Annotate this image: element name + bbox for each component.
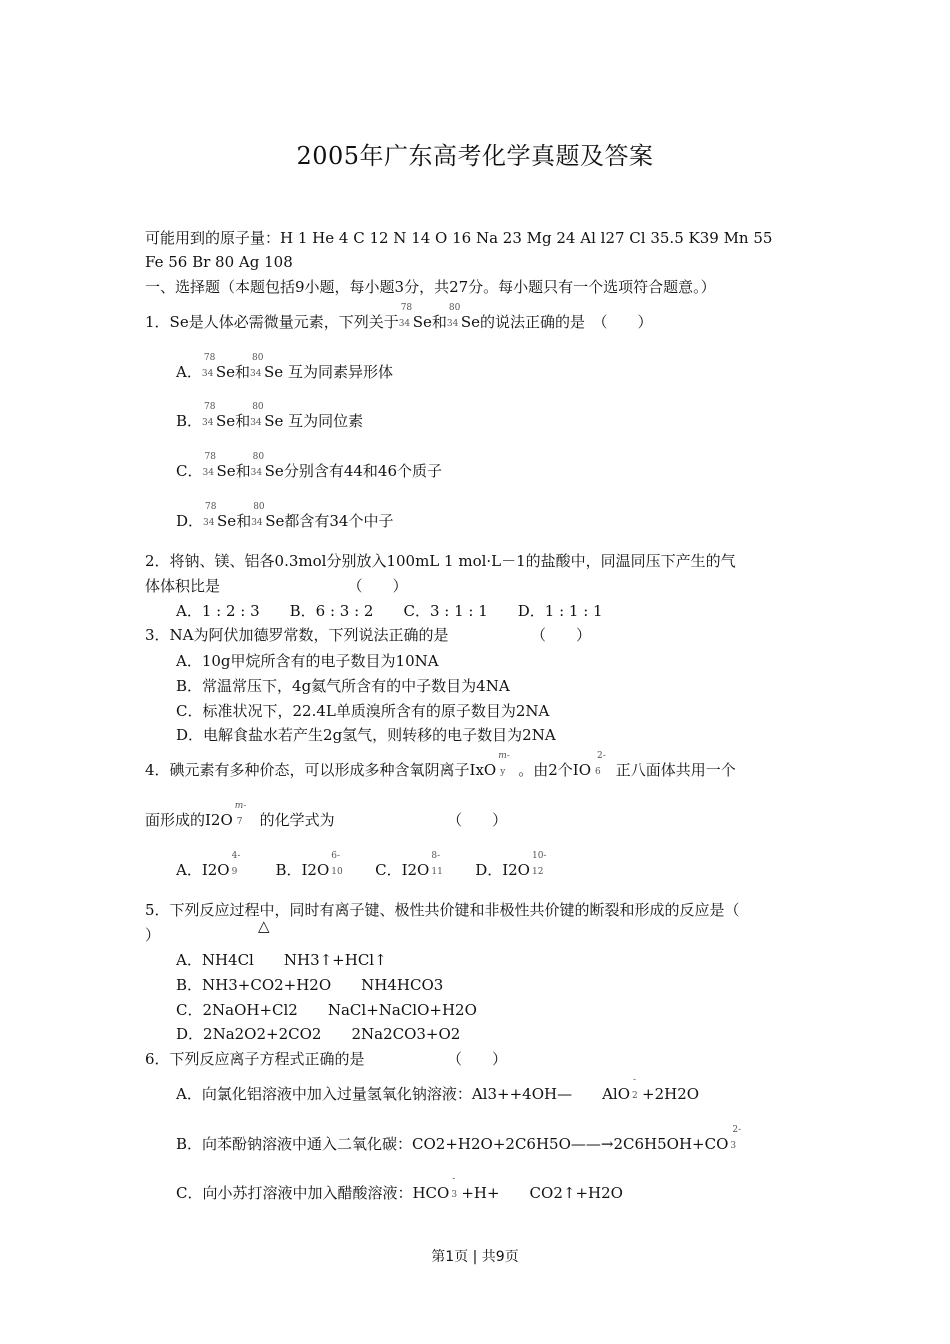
question-2-stem-line-1: 2．将钠、镁、铝各0.3mol分别放入100mL 1 mol·L－1的盐酸中，同温同压下产生的气 bbox=[145, 552, 736, 570]
question-4-option-b: B．I2O 6- 10 bbox=[275, 851, 343, 879]
question-1-option-b: B． 78 34 Se和 80 34 Se 互为同位素 bbox=[176, 402, 364, 430]
question-5-stem-line-1: 5．下列反应过程中，同时有离子键、极性共价键和非极性共价键的断裂和形成的反应是（ bbox=[145, 901, 740, 919]
question-3-option-a: A．10g甲烷所含有的电子数目为10NA bbox=[176, 652, 439, 670]
heat-triangle: △ bbox=[258, 917, 270, 935]
question-1-option-a: A． 78 34 Se和 80 34 Se 互为同素异形体 bbox=[176, 353, 393, 381]
question-4-options bbox=[176, 851, 552, 880]
question-6-stem: 6．下列反应离子方程式正确的是 （ ） bbox=[145, 1050, 508, 1068]
question-1-option-d: D． 78 34 Se和 80 34 Se都含有34个中子 bbox=[176, 502, 394, 530]
page-footer: 第1页 | 共9页 bbox=[431, 1249, 519, 1265]
question-2-stem-line-2: 体体积比是 （ ） bbox=[145, 577, 408, 595]
question-3-option-c: C．标准状况下，22.4L单质溴所含有的原子数目为2NA bbox=[176, 702, 550, 720]
question-4-option-c: C．I2O 8- 11 bbox=[375, 851, 443, 879]
question-4-option-a: A．I2O 4- 9 bbox=[176, 851, 241, 879]
question-5-option-a: A．NH4Cl NH3↑+HCl↑ bbox=[176, 951, 387, 969]
question-6-option-a: A．向氯化铝溶液中加入过量氢氧化钠溶液：Al3++4OH— AlO - 2 +2H2O bbox=[176, 1075, 700, 1103]
question-5-option-c: C．2NaOH+Cl2 NaCl+NaClO+H2O bbox=[176, 1001, 477, 1019]
section-heading: 一、选择题（本题包括9小题，每小题3分，共27分。每小题只有一个选项符合题意。） bbox=[145, 278, 716, 296]
question-1-stem: 1．Se是人体必需微量元素，下列关于 78 34 Se和 80 34 Se的说法正确的是 （ ） bbox=[145, 303, 653, 331]
question-4-stem-line-1: 4．碘元素有多种价态，可以形成多种含氧阴离子IxO m- y 。由2个IO 2- 6 正八面体共用一个 bbox=[145, 751, 736, 779]
question-5-option-b: B．NH3+CO2+H2O NH4HCO3 bbox=[176, 976, 444, 994]
question-5-option-d: D．2Na2O2+2CO2 2Na2CO3+O2 bbox=[176, 1025, 461, 1043]
question-2-options: A．1 : 2 : 3 B．6 : 3 : 2 C．3 : 1 : 1 D．1 : 1 : 1 bbox=[176, 602, 603, 620]
question-4-option-d: D．I2O 10- 12 bbox=[475, 851, 547, 879]
atomic-mass-line-1: 可能用到的原子量：H 1 He 4 C 12 N 14 O 16 Na 23 Mg 24 Al l27 Cl 35.5 K39 Mn 55 bbox=[145, 229, 773, 247]
question-1-option-c: C． 78 34 Se和 80 34 Se分别含有44和46个质子 bbox=[176, 452, 442, 480]
question-3-option-b: B．常温常压下，4g氦气所含有的中子数目为4NA bbox=[176, 677, 510, 695]
question-3-stem: 3．NA为阿伏加德罗常数，下列说法正确的是 （ ） bbox=[145, 626, 592, 644]
question-3-option-d: D．电解食盐水若产生2g氢气，则转移的电子数目为2NA bbox=[176, 726, 556, 744]
question-5-stem-line-2: ） bbox=[145, 926, 161, 944]
question-4-stem-line-2: 面形成的I2O m- 7 的化学式为 （ ） bbox=[145, 801, 508, 829]
atomic-mass-line-2: Fe 56 Br 80 Ag 108 bbox=[145, 253, 293, 271]
page-title: 2005年广东高考化学真题及答案 bbox=[296, 142, 654, 170]
question-6-option-b: B．向苯酚钠溶液中通入二氧化碳：CO2+H2O+2C6H5O——→2C6H5OH+CO 2- 3 bbox=[176, 1125, 742, 1153]
question-6-option-c: C．向小苏打溶液中加入醋酸溶液：HCO - 3 +H+ CO2↑+H2O bbox=[176, 1174, 623, 1202]
